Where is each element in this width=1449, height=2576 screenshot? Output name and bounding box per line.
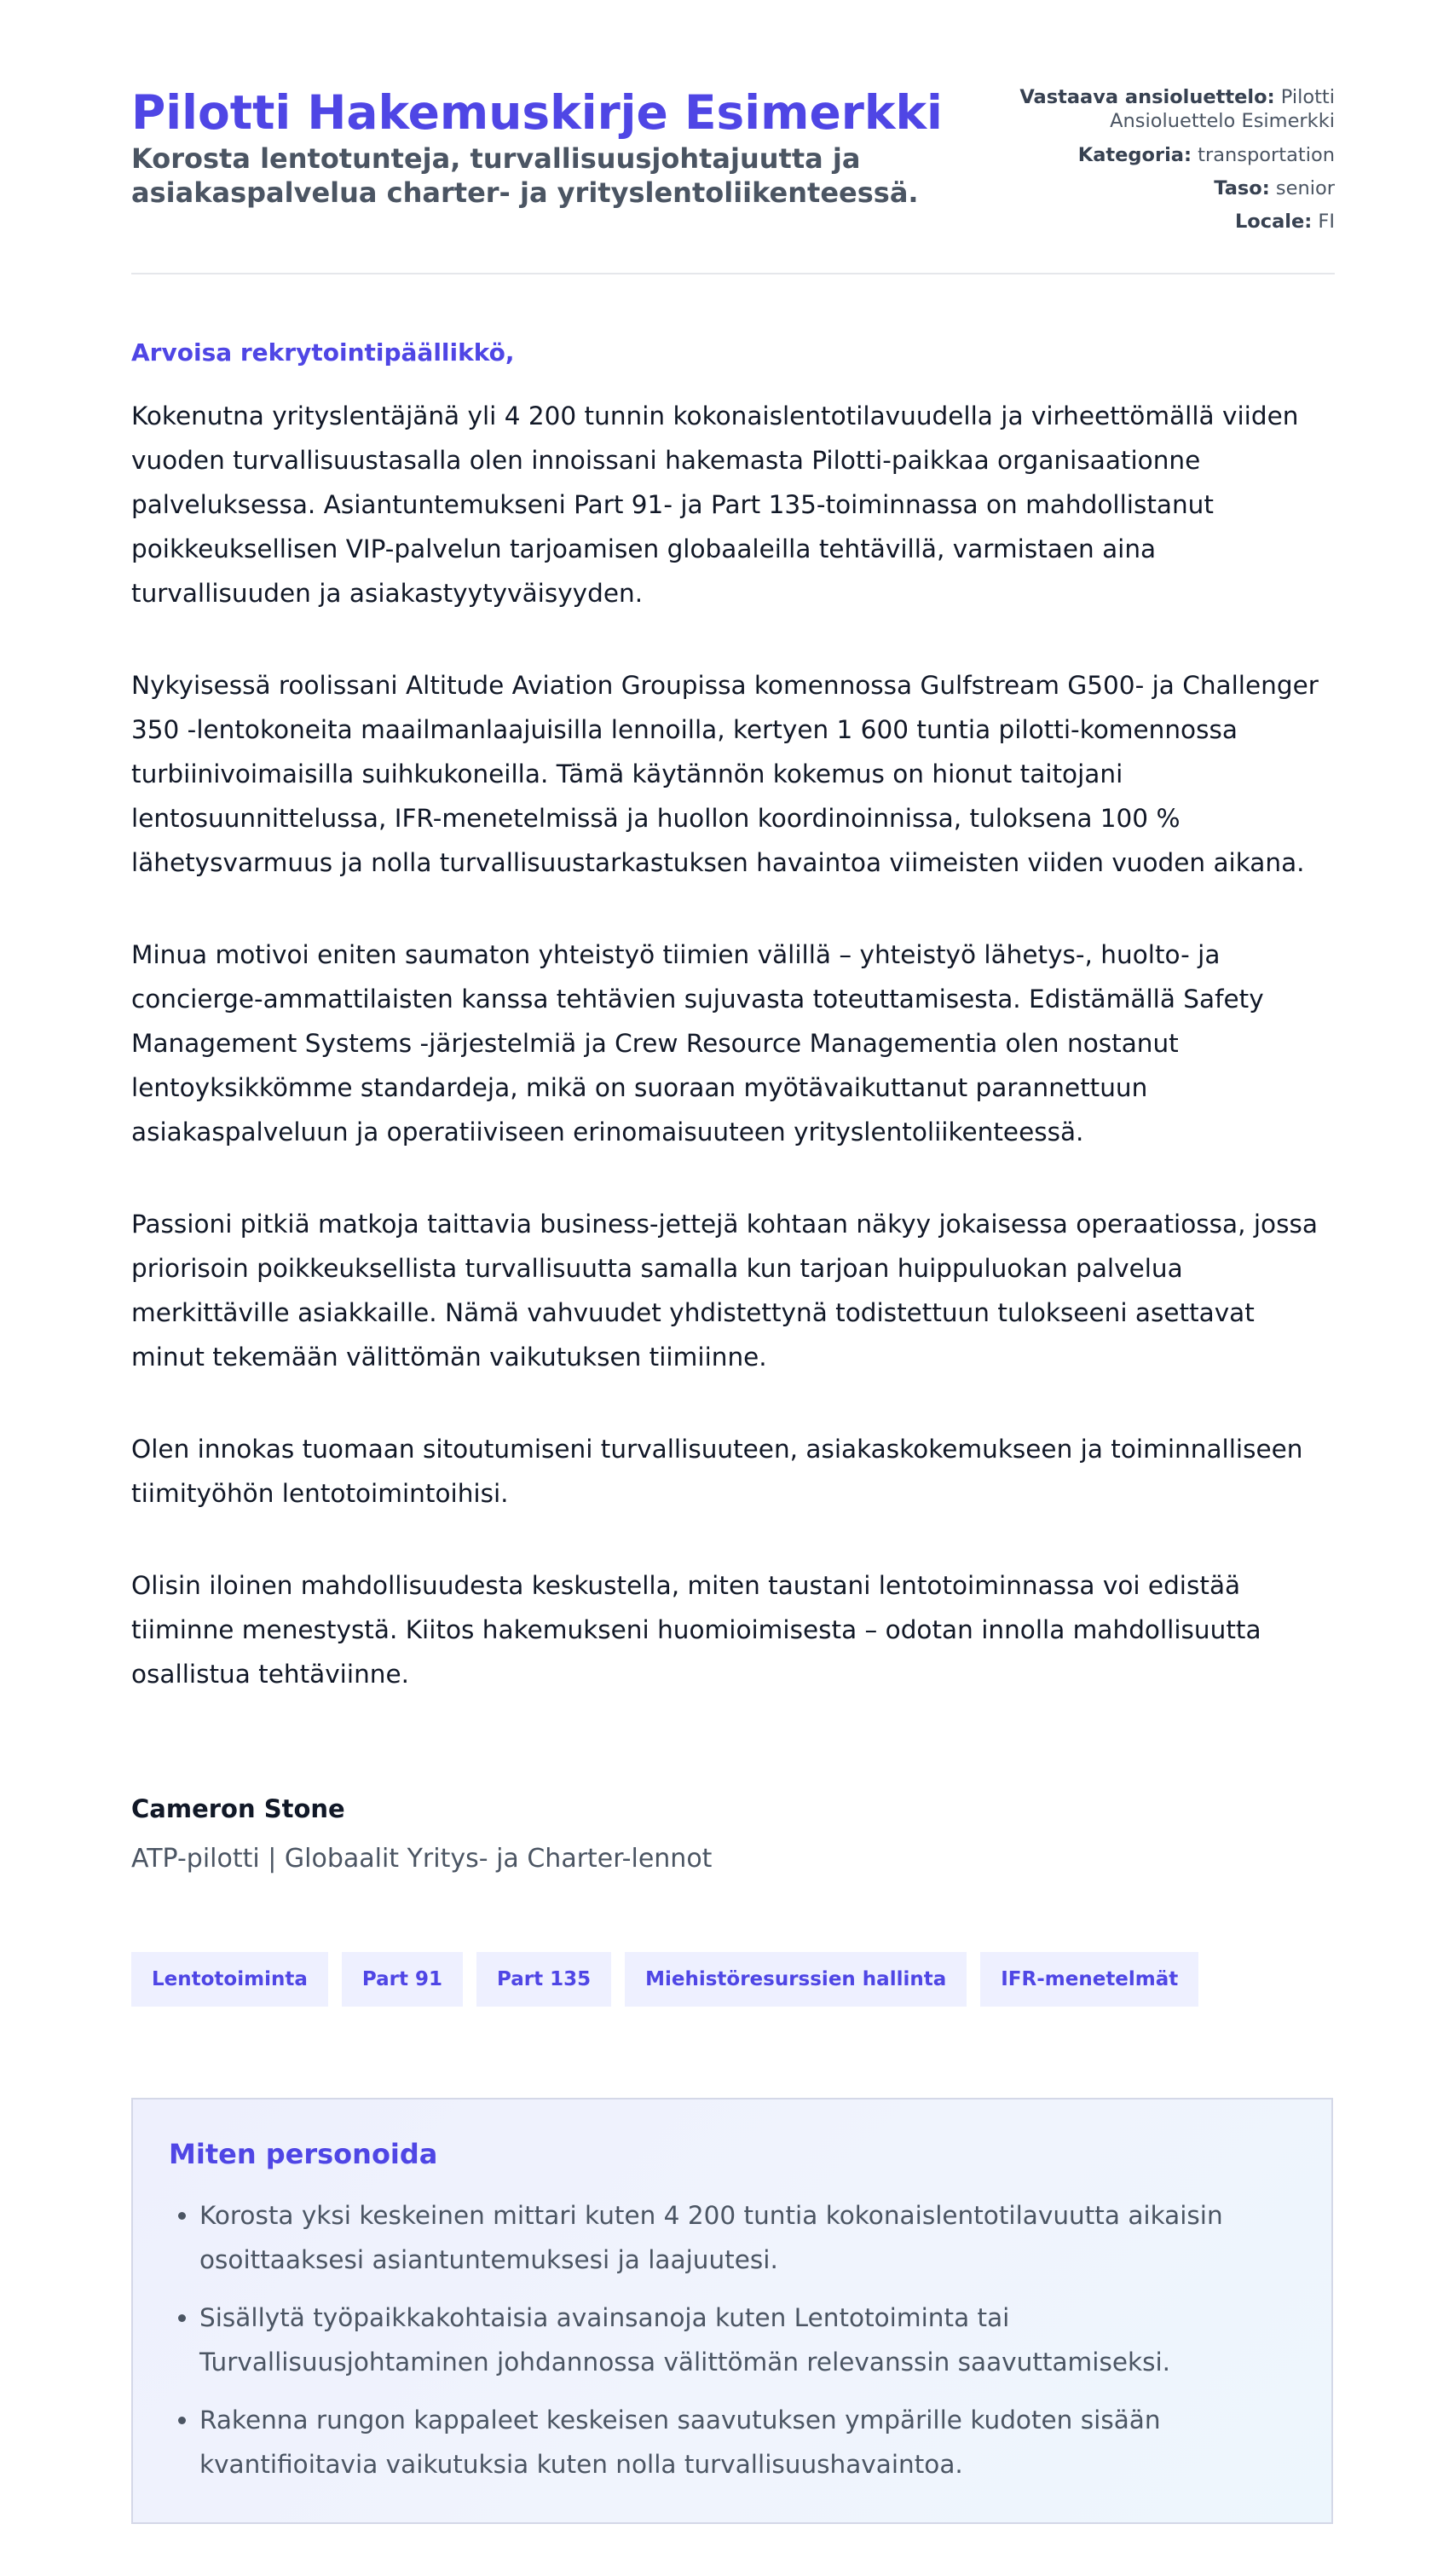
tag-chip: Miehistöresurssien hallinta (625, 1952, 967, 2007)
tip-item: • Rakenna rungon kappaleet keskeisen saavutuksen ympärille kudoten sisään kvantifioitavia vaikutuksia kuten nolla turvallisuushavaintoa. (199, 2398, 1296, 2486)
meta-key: Vastaava ansioluettelo: (1019, 86, 1275, 108)
meta-key: Kategoria: (1077, 144, 1192, 166)
tag-chip: Lentotoiminta (131, 1952, 328, 2007)
meta-row-category (977, 139, 1335, 172)
tag-chip: Part 91 (342, 1952, 463, 2007)
tag-chip: IFR-menetelmät (980, 1952, 1198, 2007)
meta-key: Taso: (1214, 177, 1270, 199)
page-header (131, 82, 1335, 273)
meta-value-level: senior (1275, 177, 1335, 199)
meta-value-locale: FI (1318, 211, 1335, 233)
letter-paragraph: Olen innokas tuomaan sitoutumiseni turvallisuuteen, asiakaskokemukseen ja toiminnalliseen tiimityöhön lentotoimintoihisi. (131, 1435, 1303, 1508)
page-subtitle: Korosta lentotunteja, turvallisuusjohtajuutta ja asiakaspalvelua charter- ja yrityslentoliikenteessä. (131, 142, 919, 209)
tip-item: • Korosta yksi keskeinen mittari kuten 4 200 tuntia kokonaislentotilavuutta aikaisin osoittaaksesi asiantuntemuksesi ja laajuutesi. (199, 2193, 1296, 2282)
meta-value-category: transportation (1198, 144, 1335, 166)
meta-row-locale (977, 205, 1335, 239)
meta-panel (977, 82, 1335, 239)
page-title: Pilotti Hakemuskirje Esimerkki (131, 85, 943, 140)
meta-row-level (977, 172, 1335, 205)
tag-chip: Part 135 (476, 1952, 611, 2007)
letter-paragraph: Passioni pitkiä matkoja taittavia business-jettejä kohtaan näkyy jokaisessa operaatiossa, jossa priorisoin poikkeuksellista turvallisuutta samalla kun tarjoan huippuluokan palvelua merkittäville asiakkaille. Nämä vahvuudet yhdistettynä todistettuun tulokseeni asettavat minut tekemään välittömän vaikutuksen tiimiinne. (131, 1210, 1318, 1372)
letter-paragraph: Nykyisessä roolissani Altitude Aviation Groupissa komennossa Gulfstream G500- ja Challenger 350 -lentokoneita maailmanlaajuisilla lennoilla, kertyen 1 600 tuntia pilotti-komennossa turbiinivoimaisilla suihkukoneilla. Tämä käytännön kokemus on hionut taitojani lentosuunnittelussa, IFR-menetelmissä ja huollon koordinoinnissa, tuloksena 100 % lähetysvarmuus ja nolla turvallisuustarkastuksen havaintoa viimeisten viiden vuoden aikana. (131, 671, 1319, 877)
signature-name: Cameron Stone (131, 1794, 345, 1823)
tips-title: Miten personoida (169, 2138, 438, 2170)
meta-key: Locale: (1234, 211, 1313, 233)
letter-paragraph: Minua motivoi eniten saumaton yhteistyö tiimien välillä – yhteistyö lähetys-, huolto- ja concierge-ammattilaisten kanssa tehtävien sujuvasta toteuttamisesta. Edistämällä Safety Management Systems -järjestelmiä ja Crew Resource Managementia olen nostanut lentoyksikkömme standardeja, mikä on suoraan myötävaikuttanut parannettuun asiakaspalveluun ja operatiiviseen erinomaisuuteen yrityslentoliikenteessä. (131, 940, 1264, 1146)
tip-item: • Sisällytä työpaikkakohtaisia avainsanoja kuten Lentotoiminta tai Turvallisuusjohtaminen johdannossa välittömän relevanssin saavuttamiseksi. (199, 2296, 1296, 2384)
header-divider (131, 273, 1335, 274)
tips-list (169, 2193, 1296, 2486)
letter-paragraph: Kokenutna yrityslentäjänä yli 4 200 tunnin kokonaislentotilavuudella ja virheettömällä viiden vuoden turvallisuustasalla olen innoissani hakemasta Pilotti-paikkaa organisaationne palveluksessa. Asiantuntemukseni Part 91- ja Part 135-toiminnassa on mahdollistanut poikkeuksellisen VIP-palvelun tarjoamisen globaaleilla tehtävillä, varmistaen aina turvallisuuden ja asiakastyytyväisyyden. (131, 401, 1299, 608)
meta-value-resume[interactable]: Pilotti Ansioluettelo Esimerkki (1110, 86, 1335, 132)
letter-paragraph: Olisin iloinen mahdollisuudesta keskustella, miten taustani lentotoiminnassa voi edistää tiiminne menestystä. Kiitos hakemukseni huomioimisesta – odotan innolla mahdollisuutta osallistua tehtäviinne. (131, 1571, 1261, 1689)
personalization-tips-box (131, 2098, 1333, 2524)
salutation: Arvoisa rekrytointipäällikkö, (131, 338, 515, 367)
signature-title: ATP-pilotti | Globaalit Yritys- ja Charter-lennot (131, 1844, 713, 1874)
keyword-tags (131, 1952, 1198, 2007)
letter-body (131, 332, 1335, 1744)
meta-row-resume (977, 82, 1335, 139)
